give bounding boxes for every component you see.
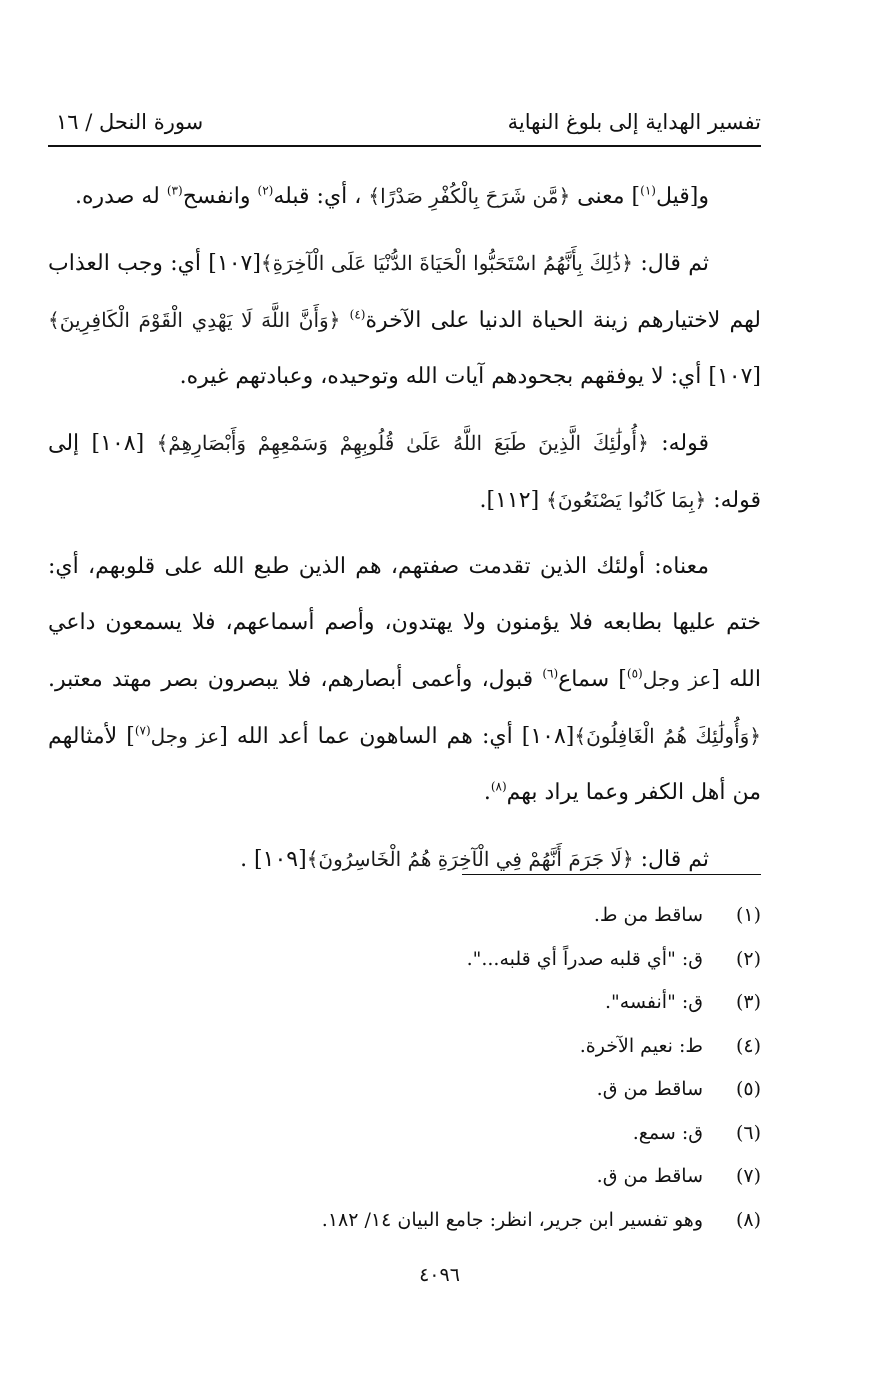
text-run: [١٠٧] أي: وجب العذاب لهم لاختيارهم زينة الحياة الدنيا على الآخرة bbox=[48, 251, 761, 333]
paragraph-4 bbox=[48, 539, 761, 821]
footnote-number: (٨) bbox=[735, 1208, 761, 1231]
footnote-number: (٤) bbox=[735, 1034, 761, 1057]
footnote-item bbox=[241, 1025, 761, 1069]
quran-verse: ﴿بِمَا كَانُوا يَصْنَعُونَ﴾ bbox=[546, 488, 707, 512]
footnote-number: (٥) bbox=[735, 1078, 761, 1100]
footnote-text: ساقط من ق. bbox=[596, 1165, 703, 1187]
text-run: . bbox=[483, 780, 491, 805]
text-run: وانفسح bbox=[182, 184, 258, 209]
main-text bbox=[48, 168, 761, 898]
paragraph-1 bbox=[48, 168, 761, 225]
footnote-text: ق: "أي قلبه صدراً أي قلبه...". bbox=[466, 947, 703, 970]
quran-verse: ﴿ذَٰلِكَ بِأَنَّهُمُ اسْتَحَبُّوا الْحَيَاةَ الدُّنْيَا عَلَى الْآخِرَةِ﴾ bbox=[260, 251, 634, 275]
paragraph-5 bbox=[48, 831, 761, 888]
text-run: ثم قال: bbox=[633, 251, 710, 276]
text-run: [١٠٧] أي: لا يوفقهم بجحودهم آيات الله وتوحيده، وعبادتهم غيره. bbox=[179, 364, 761, 389]
text-run: [١٠٨] أي: هم الساهون عما أعد الله [ bbox=[219, 724, 575, 749]
quran-verse: ﴿وَأُولَٰئِكَ هُمُ الْغَافِلُونَ﴾ bbox=[574, 724, 761, 748]
footnote-divider bbox=[462, 874, 761, 875]
footnote-ref: (٢) bbox=[257, 183, 274, 198]
text-run: له صدره. bbox=[75, 184, 167, 209]
footnote-ref: (٤) bbox=[349, 307, 366, 322]
footnote-text: ق: "أنفسه". bbox=[604, 991, 703, 1013]
honorific: عز وجل bbox=[150, 724, 220, 748]
surah-label: سورة النحل / ١٦ bbox=[56, 110, 204, 134]
footnotes bbox=[241, 894, 761, 1242]
footnote-number: (٧) bbox=[735, 1165, 761, 1187]
text-run: ، أي: قبله bbox=[273, 184, 369, 209]
quran-verse: ﴿لَا جَرَمَ أَنَّهُمْ فِي الْآخِرَةِ هُمُ الْخَاسِرُونَ﴾ bbox=[306, 847, 634, 871]
text-run: ] لأمثالهم من أهل الكفر وعما يراد بهم bbox=[48, 724, 761, 805]
footnote-ref: (٥) bbox=[626, 666, 643, 681]
paragraph-2 bbox=[48, 235, 761, 405]
honorific: عز وجل bbox=[642, 667, 712, 691]
text-run: [١٠٨] إلى قوله: bbox=[48, 431, 761, 513]
footnote-text: ساقط من ط. bbox=[593, 904, 703, 926]
footnote-item bbox=[241, 938, 761, 982]
footnote-text: ط: نعيم الآخرة. bbox=[579, 1034, 703, 1057]
footnote-number: (٣) bbox=[735, 991, 761, 1013]
quran-verse: ﴿وَأَنَّ اللَّهَ لَا يَهْدِي الْقَوْمَ الْكَافِرِينَ﴾ bbox=[48, 308, 341, 332]
text-run: ثم قال: bbox=[633, 847, 709, 872]
footnote-item bbox=[241, 1199, 761, 1243]
quran-verse: ﴿مَّن شَرَحَ بِالْكُفْرِ صَدْرًا﴾ bbox=[368, 184, 571, 208]
footnote-ref: (٦) bbox=[542, 666, 559, 681]
footnote-ref: (٨) bbox=[490, 779, 507, 794]
text-run: ] معنى bbox=[570, 184, 641, 209]
footnote-item bbox=[241, 981, 761, 1025]
text-run: ] سماع bbox=[558, 667, 627, 692]
header-divider bbox=[48, 145, 761, 147]
footnote-number: (١) bbox=[735, 904, 761, 926]
footnote-number: (٢) bbox=[735, 947, 761, 970]
text-run: [١٠٩] . bbox=[240, 847, 307, 872]
text-run: قوله: bbox=[648, 431, 709, 456]
footnote-text: ق: سمع. bbox=[632, 1121, 703, 1144]
paragraph-3 bbox=[48, 415, 761, 529]
footnote-text: ساقط من ق. bbox=[596, 1078, 703, 1100]
footnote-ref: (١) bbox=[640, 183, 656, 198]
footnote-text: وهو تفسير ابن جرير، انظر: جامع البيان ١٤/ ١٨٢. bbox=[321, 1208, 703, 1231]
text-run: [١١٢]. bbox=[479, 488, 547, 513]
text-run: و[قيل bbox=[655, 184, 709, 209]
text-run bbox=[340, 308, 349, 333]
text-run: قبول، وأعمى أبصارهم، فلا يبصرون بصر مهتد معتبر. bbox=[48, 667, 543, 692]
quran-verse: ﴿أُولَٰئِكَ الَّذِينَ طَبَعَ اللَّهُ عَلَىٰ قُلُوبِهِمْ وَسَمْعِهِمْ وَأَبْصَارِهِمْ﴾ bbox=[156, 431, 649, 455]
footnote-ref: (٣) bbox=[166, 183, 183, 198]
footnote-item bbox=[241, 1112, 761, 1156]
footnote-item bbox=[241, 1068, 761, 1112]
running-header bbox=[48, 110, 761, 144]
footnote-item bbox=[241, 1155, 761, 1199]
footnote-ref: (٧) bbox=[134, 723, 151, 738]
page-number: ٤٠٩٦ bbox=[419, 1264, 460, 1286]
book-title: تفسير الهداية إلى بلوغ النهاية bbox=[507, 110, 761, 134]
footnote-number: (٦) bbox=[735, 1121, 761, 1144]
text-run: معناه: أولئك الذين تقدمت صفتهم، هم الذين طبع الله على قلوبهم، أي: ختم عليها بطابعه فلا يؤمنون ولا يهتدون، وأصم أسماعهم، فلا يسمعون داعي الله [ bbox=[48, 554, 761, 692]
footnote-item bbox=[241, 894, 761, 938]
